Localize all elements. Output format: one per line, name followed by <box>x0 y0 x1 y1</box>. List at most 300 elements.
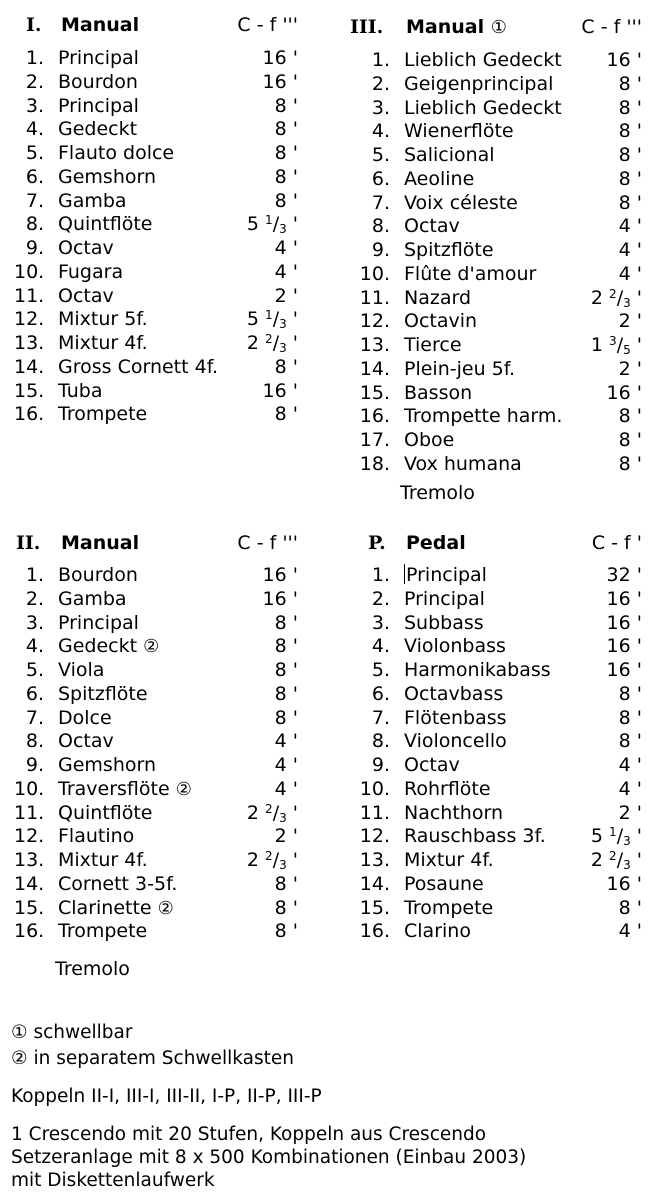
stop-row <box>350 49 642 73</box>
stop-pitch: 5 $^1/_3$ ' <box>590 825 642 849</box>
stop-pitch: 4 ' <box>274 260 298 283</box>
stop-number: 11. <box>14 284 45 307</box>
stop-row <box>14 190 298 214</box>
stop-number: 8. <box>371 215 390 238</box>
stop-name-text: Cornett 3-5f. <box>58 872 178 895</box>
stop-name-text: Viola <box>58 659 105 681</box>
stop-number: 7. <box>25 706 44 729</box>
stop-number: 16. <box>14 403 45 426</box>
stop-name-text: Octav <box>58 730 114 753</box>
stop-number: 6. <box>371 167 390 190</box>
pitch-denominator: 5 <box>623 343 631 357</box>
stop-row <box>350 120 642 144</box>
stop-row <box>350 144 642 168</box>
stop-name-text: Principal <box>58 611 139 634</box>
compass-range: C - f ''' <box>237 532 298 554</box>
stop-row <box>14 308 298 332</box>
stop-pitch: 32 ' <box>606 564 642 586</box>
stop-row <box>14 802 298 826</box>
stop-pitch: 16 ' <box>262 587 298 610</box>
stop-name <box>404 897 493 919</box>
pitch-whole: 2 <box>246 801 259 824</box>
stop-pitch: 5 $^1/_3$ ' <box>246 308 298 332</box>
stop-row <box>350 405 642 429</box>
separate-swell-marker-icon: ② <box>143 636 160 658</box>
stop-row <box>350 168 642 192</box>
stop-row <box>350 453 642 477</box>
stop-name <box>404 453 522 475</box>
stop-name <box>58 213 153 235</box>
stop-pitch: 8 ' <box>274 682 298 705</box>
stop-pitch: 8 ' <box>274 94 298 117</box>
stop-name <box>404 683 503 705</box>
stop-row <box>14 213 298 237</box>
stop-row <box>350 358 642 382</box>
stop-name <box>404 287 471 309</box>
stop-pitch: 2 ' <box>618 310 642 333</box>
stop-row <box>14 873 298 897</box>
stop-number: 1. <box>371 564 390 586</box>
stop-name-text: Octav <box>404 754 460 776</box>
stop-name-text: Flûte d'amour <box>404 262 537 285</box>
stop-name <box>404 382 472 404</box>
stop-number: 13. <box>14 849 45 871</box>
stop-name-text: Subbass <box>404 611 484 634</box>
stop-row <box>14 95 298 119</box>
stop-name-text: Harmonikabass <box>404 659 551 681</box>
stop-pitch: 8 ' <box>274 611 298 634</box>
stop-name <box>58 190 127 212</box>
stop-name-text: Gamba <box>58 189 127 212</box>
stop-pitch: 16 ' <box>606 635 642 658</box>
stop-name-text: Trompete <box>58 920 148 943</box>
stop-number: 11. <box>359 286 390 309</box>
stop-pitch: 16 ' <box>606 49 642 71</box>
stop-name-text: Gross Cornett 4f. <box>58 355 219 378</box>
stop-name-text: Salicional <box>404 144 495 166</box>
stop-pitch: 4 ' <box>618 777 642 800</box>
stop-name <box>404 168 474 190</box>
stop-row <box>350 802 642 826</box>
stop-row <box>14 635 298 659</box>
stop-row <box>350 564 642 588</box>
stop-row <box>14 849 298 873</box>
division-number: II. <box>16 532 41 554</box>
stop-pitch: 16 ' <box>262 47 298 69</box>
stop-number: 15. <box>359 896 390 919</box>
stop-number: 17. <box>359 429 390 451</box>
stop-name-text: Nachthorn <box>404 801 503 824</box>
division-number: I. <box>26 14 42 36</box>
stop-name-text: Principal <box>58 47 139 69</box>
stop-number: 16. <box>14 920 45 943</box>
pitch-numerator: 1 <box>609 825 617 840</box>
stop-number: 4. <box>371 120 390 143</box>
separate-swell-marker-icon: ② <box>175 778 192 800</box>
stop-pitch: 8 ' <box>274 355 298 378</box>
stop-name-text: Voix céleste <box>404 191 518 214</box>
stop-row <box>14 166 298 190</box>
stop-row <box>14 730 298 754</box>
stop-pitch: 2 $^2/_3$ ' <box>246 801 298 825</box>
stop-number: 4. <box>25 118 44 141</box>
stop-row <box>350 754 642 778</box>
stop-row <box>14 754 298 778</box>
stop-number: 10. <box>359 777 390 800</box>
stop-pitch: 4 ' <box>618 262 642 285</box>
stop-pitch: 4 ' <box>274 777 298 800</box>
stop-pitch: 2 $^2/_3$ ' <box>590 849 642 872</box>
stop-name <box>58 612 139 634</box>
stop-name <box>404 778 491 800</box>
stop-number: 10. <box>14 777 45 800</box>
stop-name-text: Fugara <box>58 260 124 283</box>
stop-number: 15. <box>14 379 45 402</box>
pitch-denominator: 3 <box>279 317 287 332</box>
stop-name-text: Wienerflöte <box>404 120 514 143</box>
stop-number: 6. <box>25 682 44 705</box>
pitch-numerator: 1 <box>265 213 273 228</box>
stop-row <box>350 73 642 97</box>
stop-row <box>14 683 298 707</box>
stop-name <box>58 118 137 140</box>
stop-pitch: 8 ' <box>618 405 642 428</box>
stop-row <box>350 429 642 453</box>
stop-name-text: Octav <box>58 284 114 307</box>
stop-row <box>350 778 642 802</box>
stop-number: 6. <box>371 682 390 705</box>
pitch-numerator: 2 <box>609 849 617 863</box>
stop-pitch: 8 ' <box>618 144 642 166</box>
stop-number: 5. <box>371 144 390 166</box>
stop-number: 1. <box>25 47 44 69</box>
stop-number: 3. <box>371 611 390 634</box>
stop-name-text: Bourdon <box>58 70 138 93</box>
pitch-numerator: 2 <box>609 286 617 301</box>
stop-row <box>14 612 298 636</box>
stop-pitch: 16 ' <box>262 379 298 402</box>
stop-row <box>14 897 298 921</box>
stop-row <box>350 612 642 636</box>
stop-name-text: Violoncello <box>404 730 507 753</box>
stop-row <box>350 825 642 849</box>
stop-name <box>404 144 495 166</box>
stop-name-text: Tuba <box>58 379 103 402</box>
stop-pitch: 8 ' <box>618 730 642 753</box>
stop-name <box>58 403 147 425</box>
stop-name <box>404 358 515 380</box>
stop-pitch: 16 ' <box>262 564 298 586</box>
division-number: III. <box>350 16 384 38</box>
stop-name <box>404 873 484 895</box>
stop-number: 18. <box>359 452 390 475</box>
stop-row <box>14 659 298 683</box>
stop-name-text: Flötenbass <box>404 706 507 729</box>
stop-name <box>404 730 507 752</box>
stop-row <box>14 380 298 404</box>
footnote-schwellkasten: ② in separatem Schwellkasten <box>11 1048 294 1069</box>
stop-name-text: Nazard <box>404 286 472 309</box>
stop-number: 14. <box>14 355 45 378</box>
stop-number: 12. <box>14 825 45 848</box>
stop-row <box>14 588 298 612</box>
pitch-denominator: 3 <box>279 222 287 237</box>
stop-name-text: Rohrflöte <box>404 777 491 800</box>
stop-number: 10. <box>14 260 45 283</box>
stop-name <box>404 825 546 847</box>
stop-number: 13. <box>359 334 390 356</box>
stop-number: 13. <box>359 849 390 871</box>
stop-number: 15. <box>359 381 390 404</box>
pitch-whole: 2 <box>590 849 603 871</box>
stop-pitch: 2 ' <box>618 801 642 824</box>
stop-number: 8. <box>25 730 44 753</box>
division-header <box>350 532 642 558</box>
pitch-whole: 2 <box>246 849 259 871</box>
stop-pitch: 8 ' <box>618 896 642 919</box>
stop-row <box>14 237 298 261</box>
stop-row <box>350 334 642 358</box>
stop-number: 13. <box>14 332 45 354</box>
stop-number: 1. <box>371 49 390 71</box>
stop-pitch: 8 ' <box>274 659 298 681</box>
pitch-whole: 5 <box>246 308 259 331</box>
stop-name-text: Octavin <box>404 310 478 333</box>
stop-number: 10. <box>359 262 390 285</box>
stop-name <box>58 849 148 871</box>
division-name-text: Manual <box>61 14 140 36</box>
stop-row <box>14 825 298 849</box>
stop-number: 15. <box>14 896 45 919</box>
stop-pitch: 8 ' <box>618 706 642 729</box>
stop-pitch: 16 ' <box>606 872 642 895</box>
division-name-text: Manual <box>61 532 140 554</box>
division-name <box>61 14 139 36</box>
stop-pitch: 5 $^1/_3$ ' <box>246 213 298 237</box>
stop-pitch: 8 ' <box>274 920 298 943</box>
stop-name-text: Traversflöte <box>58 777 170 800</box>
pitch-whole: 2 <box>590 286 603 309</box>
stop-name <box>58 142 174 164</box>
stop-pitch: 8 ' <box>618 429 642 451</box>
stop-name <box>58 635 159 657</box>
stop-number: 2. <box>371 72 390 95</box>
stop-number: 9. <box>371 754 390 776</box>
stop-row <box>350 635 642 659</box>
stop-number: 7. <box>371 191 390 214</box>
division-name-text: Manual <box>406 16 485 38</box>
stop-name-text: Clarino <box>404 920 471 943</box>
stop-name <box>404 192 518 214</box>
stop-name <box>58 71 138 93</box>
accessory-line-diskette: mit Diskettenlaufwerk <box>11 1170 215 1191</box>
stop-name-text: Tierce <box>404 334 462 356</box>
stop-name-text: Quintflöte <box>58 213 153 236</box>
stop-row <box>14 47 298 71</box>
swell-marker-icon: ① <box>490 17 507 38</box>
stop-pitch: 8 ' <box>274 118 298 141</box>
stop-pitch: 4 ' <box>274 754 298 776</box>
stop-row <box>14 920 298 944</box>
stop-pitch: 2 ' <box>274 825 298 848</box>
pitch-whole: 5 <box>246 213 259 236</box>
stop-pitch: 8 ' <box>274 896 298 919</box>
stop-row <box>14 403 298 427</box>
pitch-whole: 5 <box>590 825 603 848</box>
division-header <box>350 16 642 42</box>
stop-pitch: 4 ' <box>618 215 642 238</box>
stop-row <box>350 707 642 731</box>
division-name <box>406 16 507 38</box>
stop-name <box>58 47 139 69</box>
stop-number: 5. <box>371 659 390 681</box>
stop-name <box>404 263 536 285</box>
stop-row <box>14 778 298 802</box>
stop-name <box>404 215 460 237</box>
stop-row <box>350 192 642 216</box>
stop-name <box>404 588 485 610</box>
stop-name-text: Spitzflöte <box>404 239 494 261</box>
stop-name-text: Mixtur 5f. <box>58 308 148 331</box>
stop-name <box>404 920 471 942</box>
stop-number: 9. <box>25 237 44 259</box>
stop-number: 14. <box>359 357 390 380</box>
pitch-numerator: 3 <box>609 334 617 348</box>
stop-name-text: Quintflöte <box>58 801 153 824</box>
stop-pitch: 16 ' <box>262 70 298 93</box>
stop-number: 2. <box>25 70 44 93</box>
stop-row <box>350 382 642 406</box>
stop-name-text: Clarinette <box>58 896 152 919</box>
pitch-numerator: 1 <box>265 308 273 323</box>
stop-pitch: 8 ' <box>274 142 298 164</box>
stop-name <box>58 588 127 610</box>
division-header <box>14 532 298 558</box>
stop-number: 8. <box>25 213 44 236</box>
stop-name <box>404 49 562 71</box>
stop-name <box>404 73 553 95</box>
stop-number: 7. <box>25 189 44 212</box>
stop-name-text: Flauto dolce <box>58 142 175 164</box>
stop-row <box>14 142 298 166</box>
stop-name-text: Plein-jeu 5f. <box>404 357 516 380</box>
division-name-text: Pedal <box>406 532 466 554</box>
stop-name <box>404 239 494 261</box>
stop-name-text: Principal <box>404 587 485 610</box>
pitch-denominator: 3 <box>279 810 287 825</box>
stop-row <box>14 261 298 285</box>
stop-name-text: Mixtur 4f. <box>58 849 148 871</box>
stop-row <box>350 849 642 873</box>
stop-pitch: 8 ' <box>618 191 642 214</box>
stop-row <box>350 730 642 754</box>
stop-name <box>404 564 487 586</box>
stop-number: 12. <box>14 308 45 331</box>
stop-number: 4. <box>25 635 44 658</box>
stop-pitch: 8 ' <box>274 165 298 188</box>
stop-name <box>404 754 460 776</box>
stop-pitch: 16 ' <box>606 611 642 634</box>
stop-name <box>404 97 562 119</box>
stop-name <box>404 635 506 657</box>
pitch-denominator: 3 <box>623 858 631 872</box>
stop-name-text: Basson <box>404 381 473 404</box>
stop-number: 14. <box>359 872 390 895</box>
stop-number: 11. <box>14 801 45 824</box>
pitch-denominator: 3 <box>279 341 287 355</box>
stop-name <box>58 261 123 283</box>
stop-row <box>14 332 298 356</box>
stop-name <box>58 308 148 330</box>
compass-range: C - f ' <box>591 532 642 554</box>
stop-name <box>58 754 156 776</box>
stop-pitch: 8 ' <box>274 706 298 729</box>
stop-name <box>404 334 462 356</box>
text-cursor <box>404 564 405 584</box>
stop-name <box>404 707 507 729</box>
division-number: P. <box>368 532 386 554</box>
stop-pitch: 4 ' <box>274 237 298 259</box>
stop-pitch: 8 ' <box>618 452 642 475</box>
stop-name-text: Spitzflöte <box>58 682 148 705</box>
stop-number: 2. <box>25 587 44 610</box>
separate-swell-marker-icon: ② <box>157 897 174 919</box>
division-header <box>14 14 298 40</box>
stop-row <box>350 683 642 707</box>
stop-number: 5. <box>25 142 44 164</box>
stop-name-text: Violonbass <box>404 635 506 658</box>
stop-name <box>58 166 156 188</box>
stop-row <box>14 285 298 309</box>
stop-name <box>404 659 551 681</box>
stop-name-text: Flautino <box>58 825 135 848</box>
stop-number: 4. <box>371 635 390 658</box>
stop-name-text: Principal <box>406 564 487 586</box>
stop-row <box>350 897 642 921</box>
tremolo-label: Tremolo <box>400 482 475 504</box>
stop-name <box>58 802 153 824</box>
stop-name <box>58 285 114 307</box>
stop-name <box>404 429 454 451</box>
stop-number: 16. <box>359 405 390 428</box>
stop-pitch: 8 ' <box>274 872 298 895</box>
stop-pitch: 2 $^2/_3$ ' <box>246 849 298 872</box>
stop-row <box>14 356 298 380</box>
pitch-whole: 2 <box>246 332 259 354</box>
stop-pitch: 1 $^3/_5$ ' <box>590 334 642 357</box>
stop-name-text: Gamba <box>58 587 127 610</box>
stop-pitch: 8 ' <box>618 167 642 190</box>
stop-number: 5. <box>25 659 44 681</box>
stop-number: 14. <box>14 872 45 895</box>
stop-name-text: Geigenprincipal <box>404 72 554 95</box>
stop-pitch: 16 ' <box>606 659 642 681</box>
stop-pitch: 8 ' <box>274 635 298 658</box>
stop-name-text: Octav <box>404 215 460 238</box>
accessory-line-setzer: Setzeranlage mit 8 x 500 Kombinationen (Einbau 2003) <box>11 1147 527 1168</box>
pitch-numerator: 2 <box>265 801 273 816</box>
stop-name-text: Vox humana <box>404 452 522 475</box>
stop-name-text: Lieblich Gedeckt <box>404 49 562 71</box>
stop-name-text: Rauschbass 3f. <box>404 825 546 848</box>
stop-row <box>350 215 642 239</box>
stop-name <box>58 237 114 259</box>
stop-number: 7. <box>371 706 390 729</box>
stop-name-text: Gemshorn <box>58 754 157 776</box>
pitch-numerator: 2 <box>265 332 273 346</box>
stop-pitch: 8 ' <box>618 120 642 143</box>
stop-name-text: Mixtur 4f. <box>404 849 494 871</box>
